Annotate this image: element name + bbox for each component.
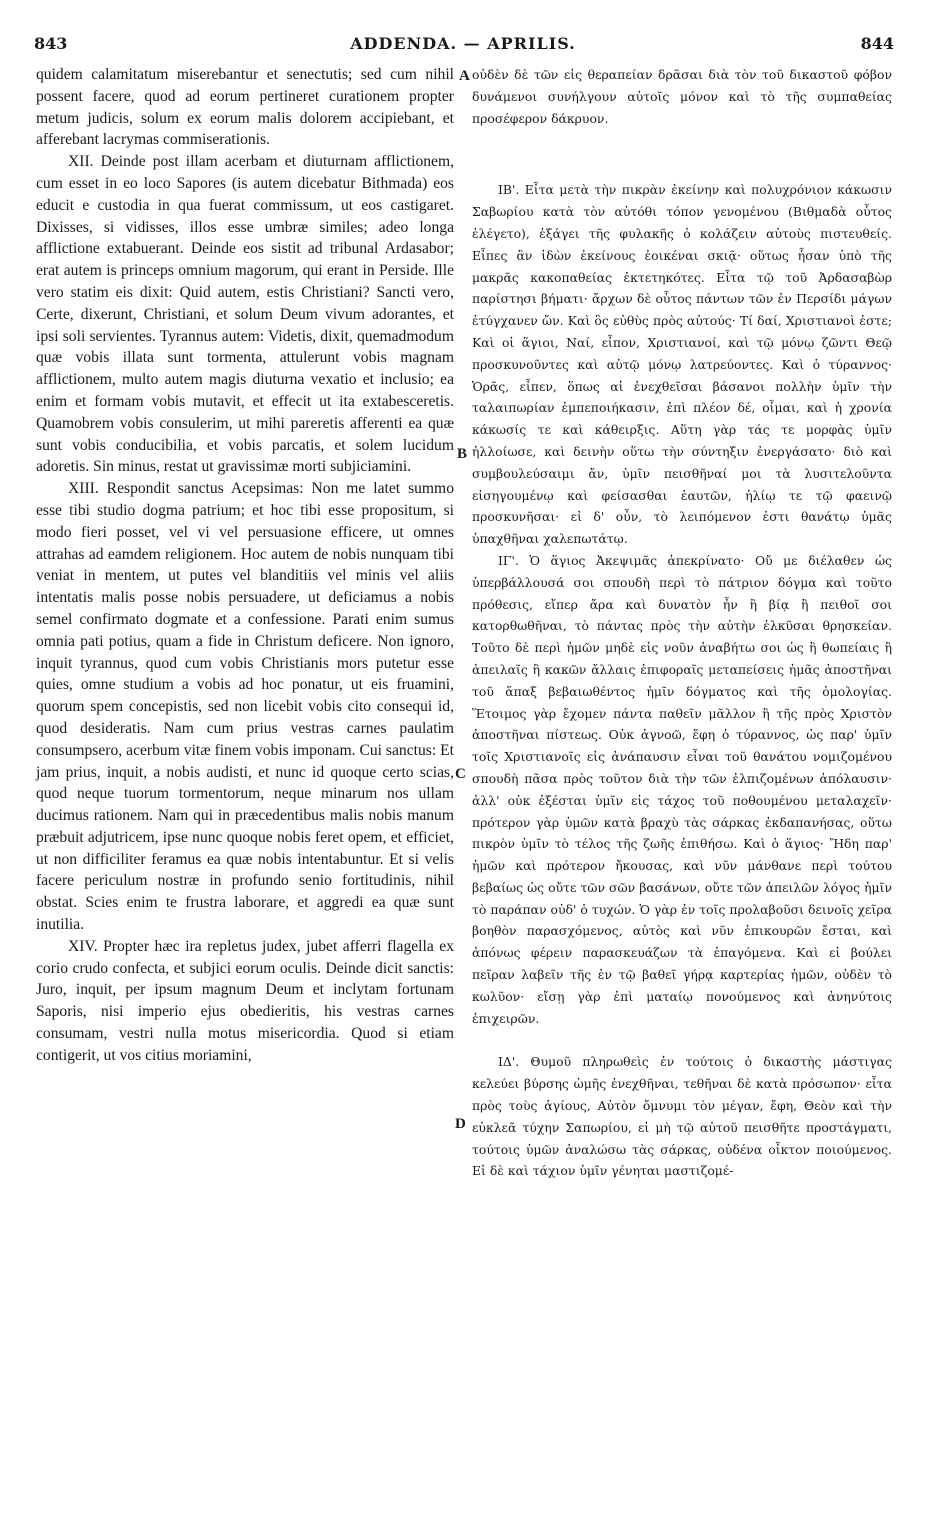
running-title: ADDENDA. — APRILIS.	[350, 34, 576, 53]
latin-paragraph-xiii: XIII. Respondit sanctus Acepsimas: Non me latet summo esse tibi studio dogma patrium; et hoc tibi esse propositum, si modo fieri posset, vel vi vel persuasione efficere, ut omnes attrahas ad eamdem religionem. Hoc autem de nobis nunquam tibi veniat in mentem, ut putes vel blanditiis vel minis vel aliis intentatis malis posse nobis persuadere, ut deficiamus a nobis semel confirmato dogmate et a confessione. Parati enim sumus omnia pati potius, quam a fide in Christum deficere. Non ignoro, inquit tyrannus, quod cum vobis Christianis mors putetur esse quies, omne studium a vobis ad hoc ponatur, ut eis fruamini, quorum spem concepistis, sed non licebit vobis cito consequi id, quod desideratis. Nam cum prius vestras carnes paulatim consumpsero, acerbum vitæ finem vobis imponam. Cui sanctus: Et jam prius, inquit, a nobis audisti, et nunc id quoque certo scias, quod neque tuorum tormentorum, neque minarum nos ullam ducimus rationem. Nam qui in præcedentibus malis nobis manum præbuit adjutricem, ipse nunc quoque nobis feret opem, et efficiet, ut non difficiliter feramus ea quæ nobis intentabuntur. Et si velis facere periculum nostræ in profundo senio fortitudinis, nihil obstat. Scies enim te frustra laborare, et aggredi ea quæ sunt inutilia.	[36, 480, 454, 934]
latin-paragraph-continuation: quidem calamitatum miserebantur et senectutis; sed cum nihil possent facere, quod ad eorum pertineret curationem propter metum judicis, solum ex eorum malis dolorem accipiebant, et afferebant lacrymas commiserationis.	[36, 66, 454, 149]
page-header	[30, 34, 896, 58]
margin-marker-b: B	[457, 446, 468, 462]
greek-paragraph-id: ΙΔ'. Θυμοῦ πληρωθεὶς ἐν τούτοις ὁ δικαστὴς μάστιγας κελεύει βύρσης ὠμῆς ἐνεχθῆναι, τεθῆναι δὲ κατὰ πρόσωπον· εἶτα πρὸς τοὺς ἁγίους, Αὐτὸν ὄμνυμι τὸν μέγαν, ἔφη, Θεὸν καὶ τὴν εὐκλεᾶ τύχην Σαπωρίου, εἰ μὴ τῷ αὐτοῦ πεισθῆτε προστάγματι, τούτοις ὑμῶν ἀναλώσω τὰς σάρκας, οὐδένα οἶκτον ποιούμενος. Εἰ δὲ καὶ τάχιον ὑμῖν γένηται μαστιζομέ-	[472, 1054, 892, 1179]
greek-paragraph-ig: ΙΓ'. Ὁ ἅγιος Ἀκεψιμᾶς ἀπεκρίνατο· Οὔ με διέλαθεν ὡς ὑπερβάλλουσά σοι σπουδὴ περὶ τὸ πάτριον δόγμα καὶ τοῦτο πρόθεσις, εἴπερ ἄρα καὶ δυνατὸν ἦν ἢ βίᾳ ἢ πειθοῖ σοι κατορθωθῆναι, τὸ πάντας πρὸς τὴν αὐτὴν ἑλκῦσαι θρησκείαν. Τοῦτο δὲ περὶ ἡμῶν μηδὲ εἰς νοῦν ἀναβήτω σοι ὡς ἢ θωπείαις ἢ ἀπειλαῖς ἢ κακῶν ἄλλαις ἐπιφοραῖς μεταπείσεις ἡμᾶς ἀποστῆναι τοῦ ἅπαξ βεβαιωθέντος ἡμῖν δόγματος καὶ τῆς ὁμολογίας. Ἕτοιμος γὰρ ἔχομεν πάντα παθεῖν μᾶλλον ἢ τῆς πρὸς Χριστὸν ἀποστῆναι πίστεως. Οὐκ ἀγνοῶ, ἔφη ὁ τύραννος, ὡς παρ' ὑμῖν τοῖς Χριστιανοῖς εἰς ἀνάπαυσιν εἶναι τοῦ θανάτου νομιζομένου σπουδὴ πᾶσα πρὸς τοῦτον διὰ τὴν τῶν ἐλπιζομένων ἀπόλαυσιν· ἀλλ' οὐκ ἐξέσται ὑμῖν εἰς τάχος τοῦ ποθουμένου μεταλαχεῖν· πρότερον γὰρ ὑμῶν κατὰ βραχὺ τὰς σάρκας ἐκδαπανήσας, οὕτω πικρὸν ὑμῖν τὸ τέλος τῆς ζωῆς ἐπιθήσω. Καὶ ὁ ἅγιος· Ἤδη παρ' ἡμῶν καὶ πρότερον ἤκουσας, καὶ νῦν μάνθανε περὶ τούτου βεβαίως ὡς οὔτε τῶν σῶν βασάνων, οὔτε τῶν ἀπειλῶν λόγος ἡμῖν τὸ παράπαν οὐδ' ὁ τυχών. Ὁ γὰρ ἐν τοῖς προλαβοῦσι δεινοῖς χεῖρα βοηθὸν παρασχόμενος, αὐτὸς καὶ νῦν ἐπικουρῶν ἔσται, καὶ ἀπόνως φέρειν παρασκευάζων τὰ ἐπαγόμενα. Καὶ εἰ βούλει πεῖραν λαβεῖν τῆς ἐν τῷ βαθεῖ γήρᾳ καρτερίας ἡμῶν, οὐδὲν τὸ κωλῦον· εἴσῃ γὰρ ἐπὶ ματαίῳ πονούμενος καὶ ἀνηνύτοις ἐπιχειρῶν.	[472, 552, 892, 1026]
margin-marker-d: D	[455, 1116, 466, 1132]
margin-marker-c: C	[455, 766, 466, 782]
greek-paragraph-ib: ΙΒ'. Εἶτα μετὰ τὴν πικρὰν ἐκείνην καὶ πολυχρόνιον κάκωσιν Σαβωρίου κατὰ τὸν αὐτόθι τόπον γενομένου (Βιθμαδὰ οὗτος ἐλέγετο), ἐξάγει τῆς φυλακῆς ὁ κολάζειν αὐτοὺς πιστευθείς. Εἶπες ἂν ἰδὼν ἐκείνους ἐοικέναι σκιᾷ· οὕτως ἦσαν ὑπὸ τῆς μακρᾶς κακοπαθείας ἐκτετηκότες. Εἶτα τῷ τοῦ Ἀρδασαβὼρ παρίστησι βήματι· ἄρχων δὲ οὗτος πάντων τῶν ἐν Περσίδι μάγων ἐτύγχανεν ὤν. Καὶ ὃς εὐθὺς πρὸς αὐτούς· Τί δαί, Χριστιανοὶ ἐστε; Καὶ οἱ ἅγιοι, Ναί, εἶπον, Χριστιανοί, καὶ τῷ μόνῳ ζῶντι Θεῷ προσκυνοῦντες καὶ αὐτῷ μόνῳ λατρεύοντες. Καὶ ὁ τύραννος· Ὁρᾶς, εἶπεν, ὅπως αἱ ἐνεχθεῖσαι βάσανοι πολλὴν ὑμῖν τὴν ταλαιπωρίαν ἐμπεποιήκασιν, ἐπὶ πλέον δέ, οἶμαι, καὶ ἡ χρονία κάκωσίς τε καὶ κάθειρξις. Αὕτη γὰρ τάς τε μορφὰς ὑμῖν ἠλλοίωσε, καὶ δεινὴν οὕτω τὴν σύντηξιν ἐνεργάσατο· διὸ καὶ συμβουλεύσαιμι ἄν, ὑμῖν πεισθῆναί μοι τὰ λυσιτελοῦντα εἰσηγουμένῳ καὶ φείσασθαι ἑαυτῶν, ἡλίῳ τε τῷ φαεινῷ προσκυνῆσαι· εἰ δ' οὖν, τὸ λειπόμενον ἐστι θανάτῳ ὑμᾶς ὑπαχθῆναι χαλεπωτάτῳ.	[472, 182, 892, 547]
column-spacer	[472, 1029, 892, 1051]
latin-paragraph-xiv: XIV. Propter hæc ira repletus judex, jubet afferri flagella ex corio crudo confecta, et subjici eorum oculis. Deinde dicit sanctis: Juro, inquit, per ipsum magnum Deum et inclytam fortunam Saporis, nisi imperio ejus obedieritis, his vestras carnes consumam, vestri nulla motus misericordia. Quod si etiam contigerit, ut vos citius moriamini,	[36, 937, 454, 1064]
greek-paragraph-continuation: οὐδὲν δὲ τῶν εἰς θεραπείαν δρᾶσαι διὰ τὸν τοῦ δικαστοῦ φόβον δυνάμενοι συνήλγουν αὐτοῖς μόνον καὶ τὸ τῆς συμπαθείας προσέφερον δάκρυον.	[472, 67, 892, 126]
latin-paragraph-xii: XII. Deinde post illam acerbam et diuturnam afflictionem, cum esset in eo loco Sapores (is autem dicebatur Bithmada) eos educit e custodia in qua fuerat commissum, ut eos castigaret. Dixisses, si vidisses, illos esse umbræ similes; adeo longa afflictione extabuerant. Deinde eos sistit ad tribunal Ardasabor; erat autem is princeps omnium magorum, qui erant in Perside. Ille vero statim eis dixit: Quid autem, estis Christiani? Sancti vero, Certe, dixerunt, Christiani, et solum Deum vivum adorantes, et ipsi soli servientes. Tyrannus autem: Videtis, dixit, quemadmodum quæ vobis illata sunt tormenta, attulerunt vobis magnam afflictionem, multo autem magis diuturna vexatio et inclusio; ea enim et formam vobis mutavit, et effecit ut ita extabesceretis. Quamobrem vobis consulerim, ut mihi pareretis afferenti ea quæ sunt vobis conducibilia, et vobis parcatis, et solem lucidum adoretis. Sin minus, restat ut gravissimæ morti subjiciamini.	[36, 153, 454, 476]
page-number-left: 843	[34, 34, 68, 53]
column-spacer	[472, 129, 892, 179]
page-number-right: 844	[860, 34, 894, 53]
greek-column	[472, 64, 892, 1182]
margin-marker-a: A	[459, 68, 470, 84]
latin-column	[36, 64, 454, 1067]
